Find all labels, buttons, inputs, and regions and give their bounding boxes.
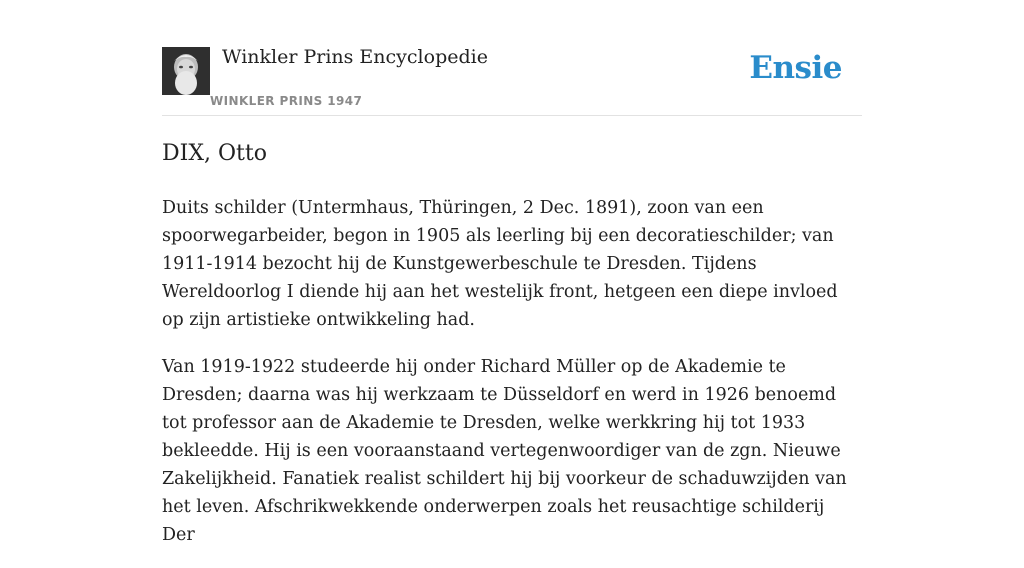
edition-label[interactable]: WINKLER PRINS 1947 [210,94,363,108]
header [162,0,862,116]
brand-logo[interactable]: Ensie [749,50,842,86]
article-paragraph: Van 1919-1922 studeerde hij onder Richard Müller op de Akademie te Dresden; daarna was hij werkzaam te Düsseldorf en werd in 1926 benoemd tot professor aan de Akademie te Dresden, welke werkkring hij tot 1933 bekleedde. Hij is een vooraanstaand vertegenwoordiger van de zgn. Nieuwe Zakelijkheid. Fanatiek realist schildert hij bij voorkeur de schaduwzijden van het leven. Afschrikwekkende onderwerpen zoals het reusachtige schilderij Der [162,357,847,545]
article-paragraph: Duits schilder (Untermhaus, Thüringen, 2 Dec. 1891), zoon van een spoorwegarbeider, begon in 1905 als leerling bij een decoratieschilder; van 1911-1914 bezocht hij de Kunstgewerbeschule te Dresden. Tijdens Wereldoorlog I diende hij aan het westelijk front, hetgeen een diepe invloed op zijn artistieke ontwikkeling had. [162,198,838,330]
portrait-icon [162,47,210,95]
avatar[interactable] [162,47,210,95]
article [162,138,862,568]
site-name[interactable]: Winkler Prins Encyclopedie [222,46,488,68]
article-title: DIX, Otto [162,141,267,166]
